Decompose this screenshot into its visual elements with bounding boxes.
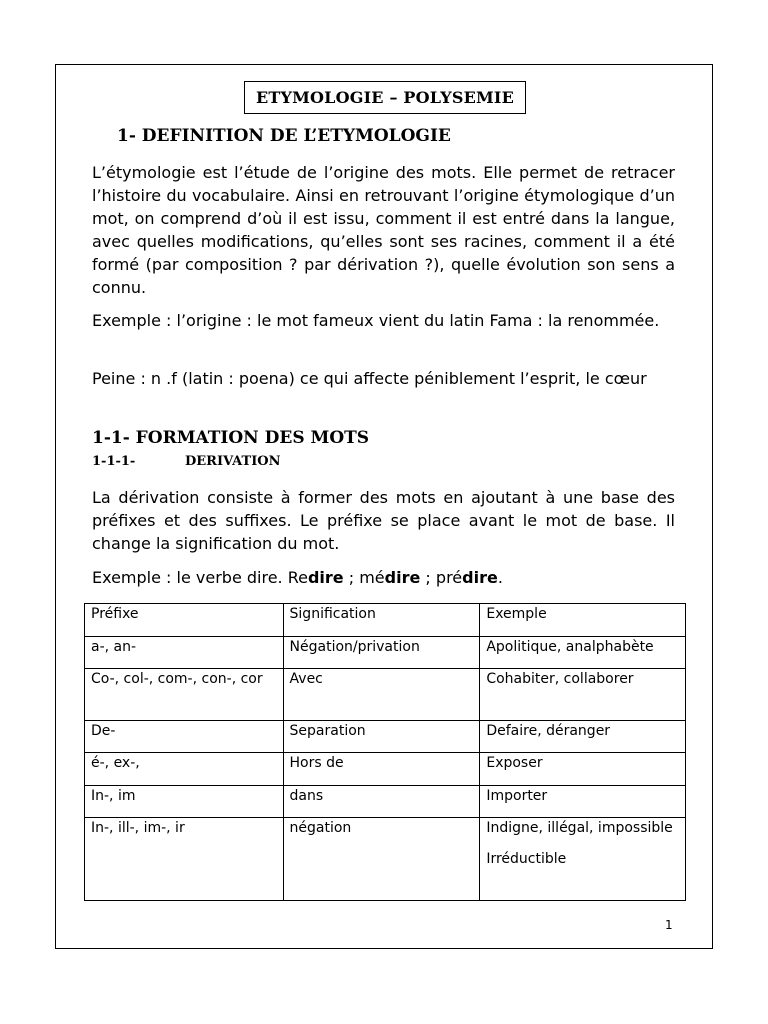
section-heading-formation: 1-1- FORMATION DES MOTS bbox=[92, 428, 370, 448]
document-title: ETYMOLOGIE – POLYSEMIE bbox=[244, 81, 526, 114]
prefix-table bbox=[84, 603, 686, 901]
table-cell: négation bbox=[283, 818, 480, 901]
table-header-cell: Signification bbox=[283, 604, 480, 637]
example-word-1-base: dire bbox=[307, 568, 344, 587]
paragraph-example-peine: Peine : n .f (latin : poena) ce qui affecte péniblement l’esprit, le cœur bbox=[92, 369, 647, 388]
table-cell-multiline bbox=[480, 818, 686, 901]
subsection-title: DERIVATION bbox=[185, 454, 281, 469]
table-cell: In-, im bbox=[85, 786, 284, 818]
example-word-2-prefix: mé bbox=[359, 568, 385, 587]
table-row bbox=[85, 669, 686, 721]
table-cell: Exposer bbox=[480, 753, 686, 786]
table-cell: Apolitique, analphabète bbox=[480, 637, 686, 669]
table-cell: Négation/privation bbox=[283, 637, 480, 669]
table-header-cell: Exemple bbox=[480, 604, 686, 637]
table-cell: a-, an- bbox=[85, 637, 284, 669]
example-sep-1: ; bbox=[343, 568, 360, 587]
subsection-number: 1-1-1- bbox=[92, 454, 136, 469]
paragraph-example-fameux: Exemple : l’origine : le mot fameux vient du latin Fama : la renommée. bbox=[92, 311, 660, 330]
table-cell: Separation bbox=[283, 721, 480, 753]
subsection-heading-derivation bbox=[92, 454, 280, 469]
table-row bbox=[85, 818, 686, 901]
section-heading-definition: 1- DEFINITION DE L’ETYMOLOGIE bbox=[117, 126, 451, 146]
table-cell: Hors de bbox=[283, 753, 480, 786]
paragraph-definition: L’étymologie est l’étude de l’origine des mots. Elle permet de retracer l’histoire du vocabulaire. Ainsi en retrouvant l’origine étymologique d’un mot, on comprend d’où il est issu, comment il est entré dans la langue, avec quelles modifications, qu’elles sont ses racines, comment il a été formé (par composition ? par dérivation ?), quelle évolution son sens a connu. bbox=[92, 163, 675, 297]
table-header-row bbox=[85, 604, 686, 637]
table-cell: Importer bbox=[480, 786, 686, 818]
table-row bbox=[85, 721, 686, 753]
table-cell: De- bbox=[85, 721, 284, 753]
table-cell: Avec bbox=[283, 669, 480, 721]
example-line bbox=[92, 566, 675, 589]
table-row bbox=[85, 753, 686, 786]
table-cell: In-, ill-, im-, ir bbox=[85, 818, 284, 901]
table-cell: dans bbox=[283, 786, 480, 818]
example-sep-2: ; bbox=[420, 568, 436, 587]
example-word-1-prefix: Re bbox=[287, 568, 308, 587]
example-end: . bbox=[497, 568, 503, 587]
example-word-2-base: dire bbox=[384, 568, 421, 587]
table-cell-line: Irréductible bbox=[486, 851, 567, 867]
example-intro: Exemple : le verbe dire. bbox=[92, 568, 288, 587]
table-row bbox=[85, 786, 686, 818]
table-header-cell: Préfixe bbox=[85, 604, 284, 637]
paragraph-derivation: La dérivation consiste à former des mots en ajoutant à une base des préfixes et des suffixes. Le préfixe se place avant le mot de base. Il change la signification du mot. bbox=[92, 488, 675, 553]
page-number: 1 bbox=[665, 918, 673, 932]
table-cell-line: Indigne, illégal, impossible bbox=[486, 820, 673, 836]
table-cell: Co-, col-, com-, con-, cor bbox=[85, 669, 284, 721]
table-cell: é-, ex-, bbox=[85, 753, 284, 786]
table-row bbox=[85, 637, 686, 669]
example-word-3-base: dire bbox=[462, 568, 498, 587]
table-cell: Defaire, déranger bbox=[480, 721, 686, 753]
example-word-3-prefix: pré bbox=[435, 568, 463, 587]
table-cell: Cohabiter, collaborer bbox=[480, 669, 686, 721]
